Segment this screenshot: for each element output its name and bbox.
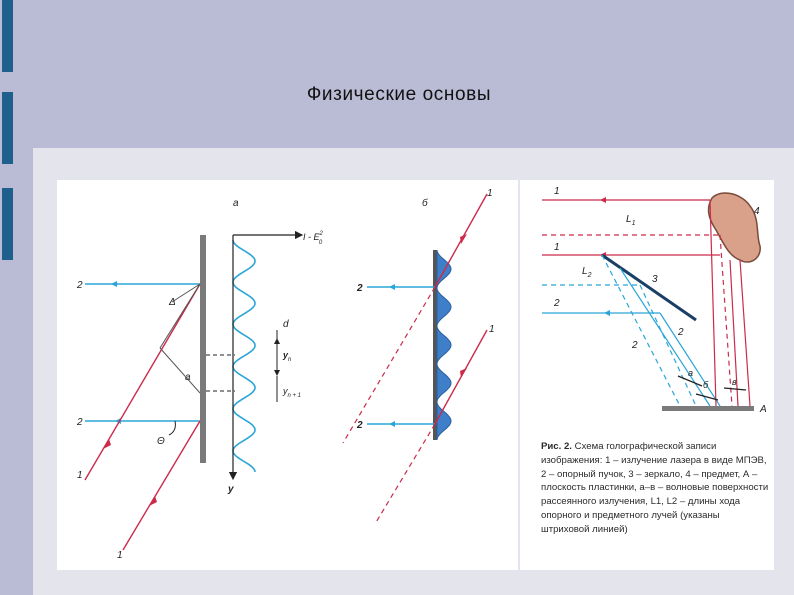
label-1-mid-r: 1	[554, 242, 560, 253]
label-L2: $L_2$	[582, 266, 592, 279]
accent-bar-1	[2, 0, 13, 72]
label-A: А	[760, 404, 767, 415]
plate-a	[200, 235, 206, 463]
label-1-bottom-a: 1	[77, 470, 83, 481]
label-theta: Θ	[157, 436, 165, 447]
label-2-bottom-b: 2	[357, 420, 363, 431]
caption-prefix: Рис. 2.	[541, 441, 572, 452]
label-y: y	[228, 484, 234, 495]
caption-text: Схема голографической записи изображения: 1 – излучение лазера в виде МПЭВ, 2 – опорный пучок, 3 – зеркало, 4 – предмет, А – плоскость пластинки, а–в – волновые поверхности рассеянного излучения, L1, L2 – длины хода опорного и предметного лучей (указаны штриховой линией)	[541, 441, 769, 535]
accent-bar-3	[2, 188, 13, 260]
label-yn1: $y_{n + 1}$	[283, 386, 302, 399]
label-1-top-b: 1	[487, 188, 493, 199]
label-b-r: б	[703, 380, 709, 390]
slide-title: Физические основы	[306, 84, 492, 105]
plate-A	[662, 406, 754, 411]
label-2-left-r: 2	[554, 298, 560, 309]
label-2-low-r: 2	[632, 340, 638, 351]
label-yn: $y_n$	[283, 350, 292, 363]
label-a-r: а	[688, 368, 694, 378]
arrow-1-top-b	[460, 234, 467, 244]
label-intensity: I - $E^2$ 0	[303, 231, 323, 246]
label-2-top-a: 2	[77, 280, 83, 291]
label-2-mid-r: 2	[678, 327, 684, 338]
label-d: d	[283, 319, 289, 330]
figure-left-svg	[57, 180, 518, 570]
beam-1-dashed-b2	[375, 424, 435, 524]
obj-beam-4	[740, 260, 750, 406]
label-1-top-r: 1	[554, 186, 560, 197]
geom-line-3	[172, 284, 200, 302]
object-4	[709, 193, 761, 262]
geom-line-1	[160, 284, 200, 348]
label-1-mid-b: 1	[489, 324, 495, 335]
geom-line-2	[160, 348, 200, 393]
arrow-1-b	[149, 496, 157, 506]
label-2-bottom-a: 2	[77, 417, 83, 428]
figure-right-svg	[520, 180, 774, 440]
plate-b	[433, 250, 437, 440]
arrow-1-top-r	[600, 197, 606, 203]
label-3: 3	[652, 274, 658, 285]
d-arrow-up	[274, 338, 280, 344]
mirror-3	[602, 255, 696, 320]
label-a-small: а	[185, 372, 191, 383]
label-2-top-b: 2	[357, 283, 363, 294]
panel-a-tag: а	[233, 198, 239, 209]
theta-arc	[169, 421, 175, 435]
intensity-wave-a	[233, 240, 255, 472]
label-L1: $L_1$	[626, 214, 636, 227]
label-1-far-a: 1	[117, 550, 123, 561]
d-arrow-down	[274, 370, 280, 376]
arrow-2-top-b	[389, 284, 395, 290]
obj-beam-1	[710, 200, 716, 406]
ref-beam-dashed-1	[602, 255, 680, 406]
arrow-2-top	[111, 281, 117, 287]
arrow-2-bottom-b	[389, 421, 395, 427]
arrow-1-mid-b	[460, 368, 467, 378]
ref-beam-solid-1	[620, 268, 710, 406]
label-v-r: в	[732, 377, 737, 387]
wave-surface-v	[724, 388, 746, 390]
arrow-2-r	[604, 310, 610, 316]
figure-caption	[541, 440, 769, 537]
arrow-1-a	[103, 439, 111, 449]
label-4: 4	[754, 206, 760, 217]
panel-b-tag: б	[422, 198, 428, 209]
label-delta: Δ	[169, 297, 176, 308]
hologram-figure-left	[57, 180, 518, 570]
